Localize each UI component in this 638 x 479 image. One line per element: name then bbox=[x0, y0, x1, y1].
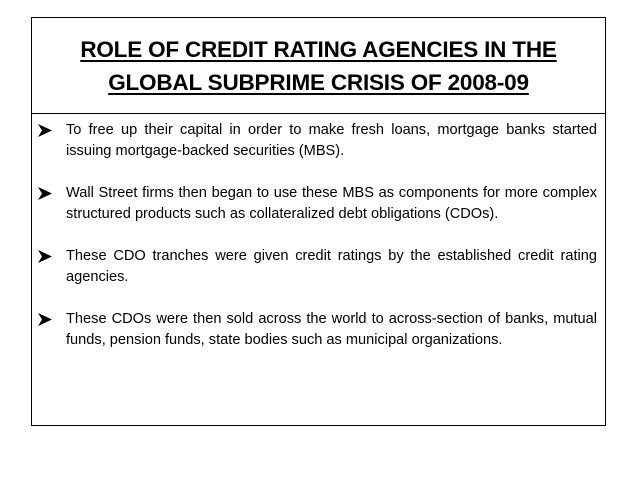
arrowhead-bullet-icon bbox=[38, 309, 56, 330]
bullet-item bbox=[38, 309, 597, 351]
bullet-list bbox=[38, 120, 597, 351]
content-box bbox=[31, 113, 606, 426]
bullet-item bbox=[38, 246, 597, 288]
bullet-item bbox=[38, 120, 597, 162]
arrowhead-bullet-icon bbox=[38, 120, 56, 141]
bullet-text: These CDOs were then sold across the world to across-section of banks, mutual funds, pension funds, state bodies such as municipal organizations. bbox=[66, 311, 597, 348]
bullet-item bbox=[38, 183, 597, 225]
arrowhead-bullet-icon bbox=[38, 246, 56, 267]
bullet-text: These CDO tranches were given credit ratings by the established credit rating agencies. bbox=[66, 248, 597, 285]
title-box bbox=[31, 17, 606, 113]
slide-title-line-2: GLOBAL SUBPRIME CRISIS OF 2008-09 bbox=[108, 69, 529, 95]
slide-title bbox=[80, 33, 556, 99]
bullet-text: Wall Street firms then began to use these MBS as components for more complex structured products such as collateralized debt obligations (CDOs). bbox=[66, 185, 597, 222]
bullet-text: To free up their capital in order to make fresh loans, mortgage banks started issuing mortgage-backed securities (MBS). bbox=[66, 122, 597, 159]
slide-title-line-1: ROLE OF CREDIT RATING AGENCIES IN THE bbox=[80, 36, 557, 62]
arrowhead-bullet-icon bbox=[38, 183, 56, 204]
